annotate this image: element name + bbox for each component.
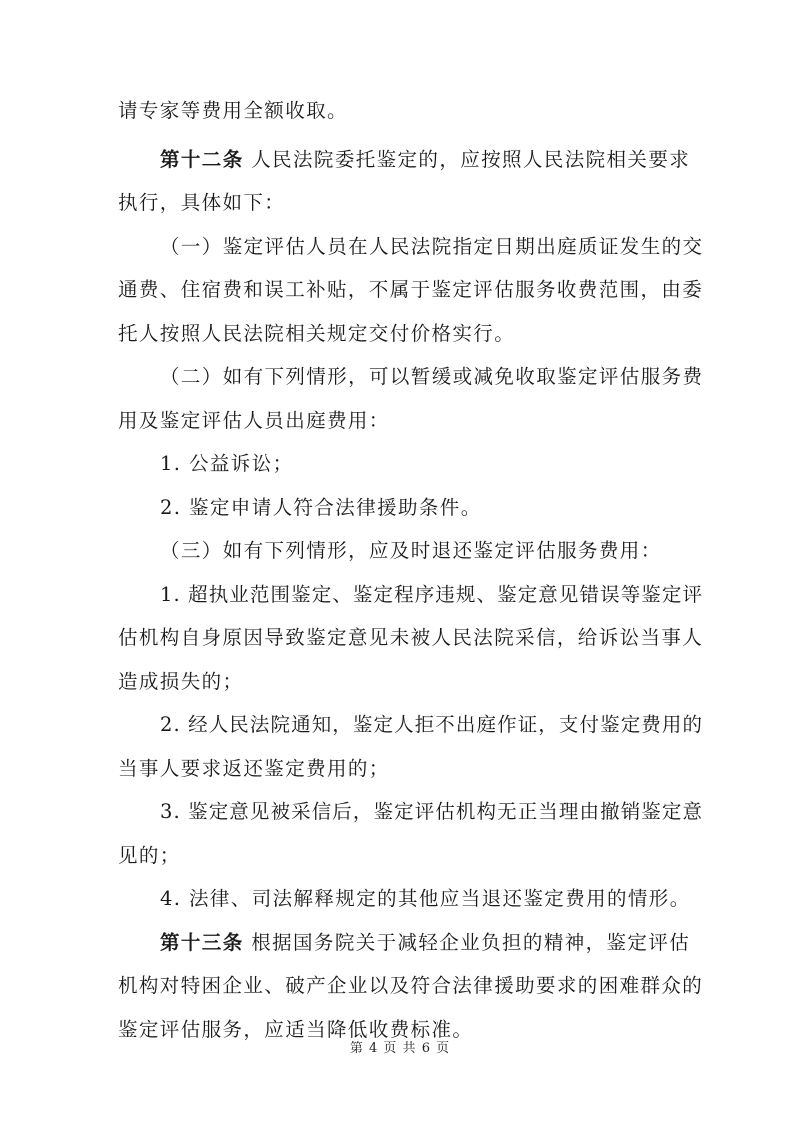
paragraph-line: 请专家等费用全额收取。 <box>118 99 348 122</box>
paragraph-line: 估机构自身原因导致鉴定意见未被人民法院采信，给诉讼当事人 <box>118 626 704 649</box>
paragraph-line: 当事人要求返还鉴定费用的； <box>118 757 390 780</box>
paragraph-line: （三）如有下列情形，应及时退还鉴定评估服务费用： <box>160 539 662 562</box>
paragraph-line: 执行，具体如下： <box>118 191 286 214</box>
paragraph-line: 通费、住宿费和误工补贴，不属于鉴定评估服务收费范围，由委 <box>118 278 704 301</box>
article-12-line <box>160 147 708 173</box>
article-13-line <box>160 930 708 956</box>
list-item: 1. 公益诉讼； <box>160 452 294 475</box>
paragraph-line: 机构对特困企业、破产企业以及符合法律援助要求的困难群众的 <box>118 974 704 997</box>
paragraph-line: 托人按照人民法院相关规定交付价格实行。 <box>118 322 516 345</box>
list-item: 3. 鉴定意见被采信后，鉴定评估机构无正当理由撤销鉴定意 <box>160 800 704 823</box>
list-item: 2. 鉴定申请人符合法律援助条件。 <box>160 496 482 519</box>
paragraph-line: （二）如有下列情形，可以暂缓或减免收取鉴定评估服务费 <box>160 365 704 388</box>
article-12-heading: 第十二条 <box>160 148 244 171</box>
paragraph-line: 见的； <box>118 844 181 867</box>
article-13-heading: 第十三条 <box>160 931 244 954</box>
paragraph-line: （一）鉴定评估人员在人民法院指定日期出庭质证发生的交 <box>160 235 704 258</box>
list-item: 2. 经人民法院通知，鉴定人拒不出庭作证，支付鉴定费用的 <box>160 713 704 736</box>
page-number: 第 4 页 共 6 页 <box>349 1041 451 1056</box>
paragraph-line: 鉴定评估服务，应适当降低收费标准。 <box>118 1018 474 1041</box>
list-item: 1. 超执业范围鉴定、鉴定程序违规、鉴定意见错误等鉴定评 <box>160 583 704 606</box>
paragraph-line: 用及鉴定评估人员出庭费用： <box>118 409 390 432</box>
paragraph-line: 造成损失的； <box>118 670 244 693</box>
article-13-text: 根据国务院关于减轻企业负担的精神，鉴定评估 <box>251 931 691 954</box>
article-12-text: 人民法院委托鉴定的，应按照人民法院相关要求 <box>251 148 691 171</box>
list-item: 4. 法律、司法解释规定的其他应当退还鉴定费用的情形。 <box>160 887 691 910</box>
